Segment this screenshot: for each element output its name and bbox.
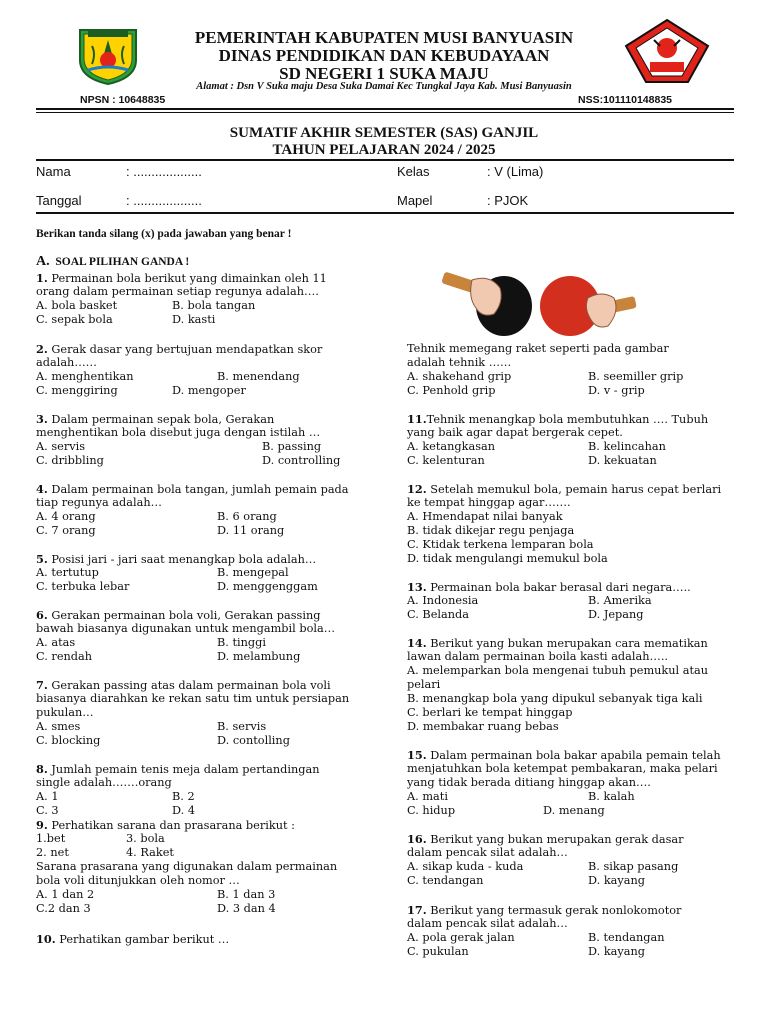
question-number: 4. — [36, 482, 48, 496]
question-text: Perhatikan gambar berikut … — [55, 933, 230, 946]
question-text: menghentikan bola disebut juga dengan istilah … — [36, 426, 321, 439]
question-12 — [407, 482, 737, 566]
question-number: 14. — [407, 636, 427, 650]
question-number: 12. — [407, 482, 427, 496]
question-1 — [36, 271, 376, 327]
option-d[interactable]: D. kekuatan — [588, 454, 657, 467]
option-a-continued[interactable]: pelari — [407, 678, 441, 691]
question-text: menjatuhkan bola ketempat pembakaran, maka pelari — [407, 762, 718, 775]
question-10 — [36, 932, 376, 946]
tanggal-label: Tanggal — [36, 193, 82, 208]
option-c[interactable]: C. hidup — [407, 804, 456, 817]
question-number: 17. — [407, 903, 427, 917]
option-c[interactable]: C. berlari ke tempat hinggap — [407, 706, 573, 719]
option-c[interactable]: C. kelenturan — [407, 454, 485, 467]
option-b[interactable]: B. menendang — [217, 370, 300, 383]
nss: NSS:101110148835 — [578, 94, 673, 106]
question-number: 6. — [36, 608, 48, 622]
option-a[interactable]: A. ketangkasan — [407, 440, 496, 453]
option-b[interactable]: B. passing — [262, 440, 322, 453]
question-text: Gerakan permainan bola voli, Gerakan passing — [47, 609, 321, 622]
question-10-continued — [407, 342, 737, 398]
option-d[interactable]: D. menggenggam — [217, 580, 318, 593]
question-number: 15. — [407, 748, 427, 762]
question-text: Gerak dasar yang bertujuan mendapatkan skor — [47, 343, 323, 356]
option-b[interactable]: B. mengepal — [217, 566, 289, 579]
question-14 — [407, 636, 737, 734]
nama-label: Nama — [36, 164, 71, 179]
question-text: adalah tehnik …… — [407, 356, 512, 369]
option-d[interactable]: D. kayang — [588, 945, 646, 958]
option-a[interactable]: A. 1 dan 2 — [36, 888, 95, 901]
question-text: Setelah memukul bola, pemain harus cepat berlari — [426, 483, 722, 496]
question-text: single adalah…….orang — [36, 776, 172, 789]
question-text: yang tidak berada ditiang hinggap akan…. — [407, 776, 651, 789]
option-c[interactable]: C. blocking — [36, 734, 101, 747]
option-a[interactable]: A. servis — [36, 440, 86, 453]
question-text: Permainan bola bakar berasal dari negara….. — [426, 581, 691, 594]
option-a[interactable]: A. bola basket — [36, 299, 118, 312]
question-16 — [407, 832, 737, 888]
question-4 — [36, 482, 376, 538]
gov-title: PEMERINTAH KABUPATEN MUSI BANYUASIN — [194, 28, 574, 47]
question-text: Tehnik menangkap bola membutuhkan …. Tubuh — [426, 413, 709, 426]
mapel-label: Mapel — [397, 193, 433, 208]
question-text: pukulan… — [36, 706, 94, 719]
question-text: biasanya diarahkan ke rekan satu tim untuk persiapan — [36, 692, 350, 705]
npsn: NPSN : 10648835 — [80, 94, 166, 106]
option-c[interactable]: C. sepak bola — [36, 313, 113, 326]
option-c[interactable]: C. Ktidak terkena lemparan bola — [407, 538, 594, 551]
option-b[interactable]: B. sikap pasang — [588, 860, 679, 873]
question-text: Berikut yang bukan merupakan gerak dasar — [426, 833, 684, 846]
question-number: 5. — [36, 552, 48, 566]
option-b[interactable]: B. bola tangan — [172, 299, 256, 312]
option-a[interactable]: A. melemparkan bola mengenai tubuh pemukul atau — [407, 664, 709, 677]
question-text: bola voli ditunjukkan oleh nomor … — [36, 874, 240, 887]
option-a[interactable]: A. 1 — [36, 790, 59, 803]
option-b[interactable]: B. tidak dikejar regu penjaga — [407, 524, 575, 537]
info-top-rule — [36, 159, 734, 161]
question-text: Dalam permainan bola tangan, jumlah pemain pada — [47, 483, 349, 496]
question-text: Permainan bola berikut yang dimainkan oleh 11 — [47, 272, 327, 285]
question-text: orang dalam permainan setiap regunya adalah…. — [36, 285, 319, 298]
kelas-label: Kelas — [397, 164, 430, 179]
section-heading — [36, 254, 189, 270]
question-number: 9. — [36, 818, 48, 832]
option-b[interactable]: B. 1 dan 3 — [217, 888, 276, 901]
section-title: SOAL PILIHAN GANDA ! — [55, 256, 190, 268]
option-d[interactable]: D. 3 dan 4 — [217, 902, 276, 915]
info-bottom-rule — [36, 212, 734, 214]
option-d[interactable]: D. mengoper — [172, 384, 246, 397]
racket-grip-illustration — [438, 268, 638, 340]
exam-year: TAHUN PELAJARAN 2024 / 2025 — [272, 142, 496, 158]
dept-title: DINAS PENDIDIKAN DAN KEBUDAYAAN — [218, 46, 550, 65]
option-d[interactable]: D. Jepang — [588, 608, 644, 621]
question-number: 7. — [36, 678, 48, 692]
option-d[interactable]: D. membakar ruang bebas — [407, 720, 559, 733]
question-text: lawan dalam permainan boila kasti adalah….. — [407, 650, 669, 663]
question-9 — [36, 818, 376, 916]
question-number: 16. — [407, 832, 427, 846]
question-text: Posisi jari - jari saat menangkap bola adalah… — [47, 553, 317, 566]
option-a[interactable]: A. shakehand grip — [407, 370, 512, 383]
question-number: 1. — [36, 271, 48, 285]
option-a[interactable]: A. 4 orang — [36, 510, 96, 523]
question-text: ke tempat hinggap agar……. — [407, 496, 571, 509]
option-b[interactable]: B. tendangan — [588, 931, 665, 944]
question-text: Perhatikan sarana dan prasarana berikut : — [47, 819, 295, 832]
option-a[interactable]: A. smes — [36, 720, 81, 733]
header-divider — [36, 108, 734, 110]
option-c[interactable]: C. Penhold grip — [407, 384, 496, 397]
question-text: tiap regunya adalah… — [36, 496, 162, 509]
option-d[interactable]: D. controlling — [262, 454, 341, 467]
option-c[interactable]: C. terbuka lebar — [36, 580, 130, 593]
item-4: 4. Raket — [126, 846, 174, 859]
option-b[interactable]: B. menangkap bola yang dipukul sebanyak tiga kali — [407, 692, 703, 705]
option-b[interactable]: B. 2 — [172, 790, 195, 803]
mapel-value: : PJOK — [487, 193, 529, 208]
option-a[interactable]: A. Hmendapat nilai banyak — [407, 510, 563, 523]
option-d[interactable]: D. contolling — [217, 734, 290, 747]
item-1: 1.bet — [36, 832, 66, 845]
question-number: 11. — [407, 412, 427, 426]
question-6 — [36, 608, 376, 664]
option-c[interactable]: C. pukulan — [407, 945, 469, 958]
school-name: SD NEGERI 1 SUKA MAJU — [279, 64, 489, 83]
option-c[interactable]: C. Belanda — [407, 608, 470, 621]
option-d[interactable]: D. 4 — [172, 804, 196, 817]
option-b[interactable]: B. 6 orang — [217, 510, 277, 523]
option-a[interactable]: A. tertutup — [36, 566, 99, 579]
question-number: 10. — [36, 932, 56, 946]
question-text: bawah biasanya digunakan untuk mengambil bola… — [36, 622, 336, 635]
option-c[interactable]: C. 3 — [36, 804, 59, 817]
question-text: Dalam permainan bola bakar apabila pemain telah — [426, 749, 721, 762]
question-3 — [36, 412, 376, 468]
question-8 — [36, 762, 376, 818]
option-d[interactable]: D. melambung — [217, 650, 301, 663]
question-text: Dalam permainan sepak bola, Gerakan — [47, 413, 275, 426]
question-number: 8. — [36, 762, 48, 776]
item-2: 2. net — [36, 846, 69, 859]
option-c[interactable]: C. tendangan — [407, 874, 484, 887]
question-text: yang baik agar dapat bergerak cepet. — [407, 426, 623, 439]
question-text: dalam pencak silat adalah… — [407, 917, 568, 930]
question-text: Sarana prasarana yang digunakan dalam permainan — [36, 860, 338, 873]
option-b[interactable]: B. kelincahan — [588, 440, 666, 453]
option-a[interactable]: A. menghentikan — [36, 370, 134, 383]
option-c[interactable]: C. dribbling — [36, 454, 104, 467]
question-text: dalam pencak silat adalah… — [407, 846, 568, 859]
option-a[interactable]: A. pola gerak jalan — [407, 931, 515, 944]
question-15 — [407, 748, 737, 818]
nama-value[interactable]: : ................... — [126, 164, 202, 179]
option-a[interactable]: A. sikap kuda - kuda — [407, 860, 524, 873]
option-c[interactable]: C. 7 orang — [36, 524, 96, 537]
question-11 — [407, 412, 737, 468]
question-text: Jumlah pemain tenis meja dalam pertandingan — [47, 763, 320, 776]
school-address: Alamat : Dsn V Suka maju Desa Suka Damai Kec Tungkal Jaya Kab. Musi Banyuasin — [196, 81, 572, 92]
option-a[interactable]: A. Indonesia — [407, 594, 479, 607]
question-number: 3. — [36, 412, 48, 426]
question-2 — [36, 342, 376, 398]
option-d[interactable]: D. kayang — [588, 874, 646, 887]
question-text: Tehnik memegang raket seperti pada gambar — [407, 342, 669, 355]
option-b[interactable]: B. tinggi — [217, 636, 266, 649]
question-number: 13. — [407, 580, 427, 594]
option-d[interactable]: D. kasti — [172, 313, 216, 326]
option-d[interactable]: D. 11 orang — [217, 524, 285, 537]
option-d[interactable]: D. v - grip — [588, 384, 645, 397]
option-a[interactable]: A. atas — [36, 636, 76, 649]
question-text: Berikut yang bukan merupakan cara mematikan — [426, 637, 708, 650]
question-text: adalah…… — [36, 356, 97, 369]
option-c[interactable]: C.2 dan 3 — [36, 902, 91, 915]
instruction: Berikan tanda silang (x) pada jawaban yang benar ! — [36, 228, 292, 240]
option-b[interactable]: B. servis — [217, 720, 267, 733]
item-3: 3. bola — [126, 832, 165, 845]
option-d[interactable]: D. menang — [543, 804, 605, 817]
option-a[interactable]: A. mati — [407, 790, 448, 803]
kelas-value: : V (Lima) — [487, 164, 544, 179]
question-7 — [36, 678, 376, 748]
question-13 — [407, 580, 737, 622]
question-5 — [36, 552, 376, 594]
option-c[interactable]: C. rendah — [36, 650, 93, 663]
question-text: Berikut yang termasuk gerak nonlokomotor — [426, 904, 682, 917]
question-17 — [407, 903, 737, 959]
header-divider-thin — [36, 112, 734, 113]
option-b[interactable]: B. Amerika — [588, 594, 652, 607]
option-c[interactable]: C. menggiring — [36, 384, 118, 397]
question-text: Gerakan passing atas dalam permainan bola voli — [47, 679, 331, 692]
section-letter: A. — [36, 254, 50, 269]
option-d[interactable]: D. tidak mengulangi memukul bola — [407, 552, 608, 565]
question-number: 2. — [36, 342, 48, 356]
exam-title: SUMATIF AKHIR SEMESTER (SAS) GANJIL — [229, 125, 539, 141]
option-b[interactable]: B. kalah — [588, 790, 635, 803]
option-b[interactable]: B. seemiller grip — [588, 370, 684, 383]
tanggal-value[interactable]: : ................... — [126, 193, 202, 208]
